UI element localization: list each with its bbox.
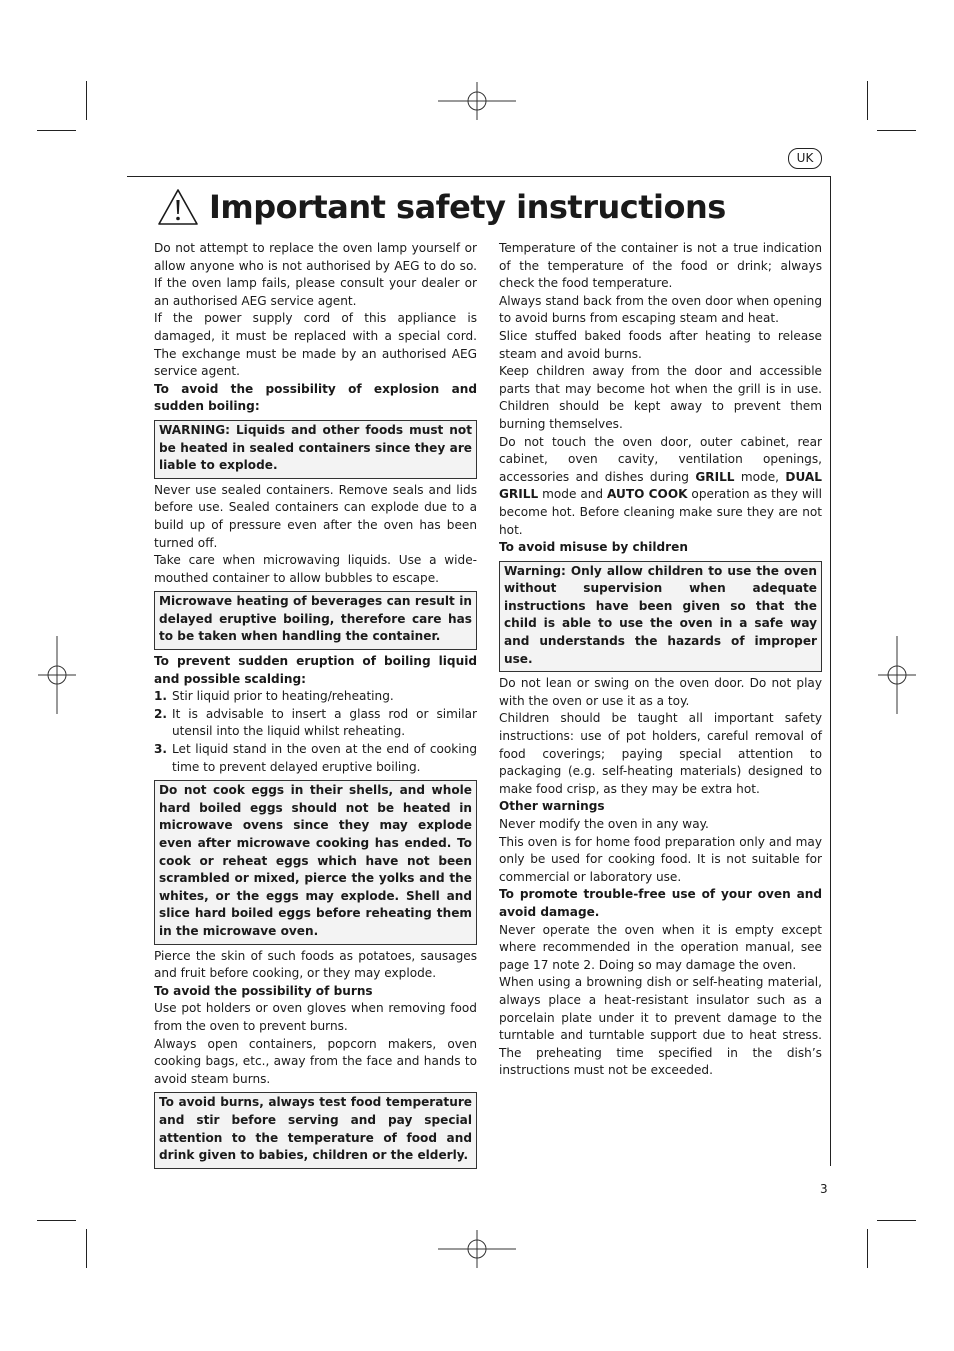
right-column: [499, 240, 822, 1080]
registration-mark-icon: [858, 636, 936, 714]
warning-box: WARNING: Liquids and other foods must not be heated in sealed containers since they are liable to explode.: [154, 420, 477, 479]
title-row: [157, 186, 726, 228]
paragraph: Temperature of the container is not a true indication of the temperature of the food or drink; always check the food temperature.: [499, 241, 822, 291]
crop-mark: [877, 1220, 916, 1221]
crop-mark: [86, 81, 87, 120]
language-badge: UK: [788, 148, 822, 169]
section-heading: To avoid misuse by children: [499, 540, 688, 555]
warning-box: Do not cook eggs in their shells, and whole hard boiled eggs should not be heated in microwave ovens since they may explode even after microwave cooking has ended. To cook or reheat eggs which have not been scrambled or mixed, pierce the yolks and the whites, or the eggs may explode. Shell and slice hard boiled eggs before reheating them in the microwave oven.: [154, 780, 477, 944]
paragraph: Pierce the skin of such foods as potatoes, sausages and fruit before cooking, or they may explode.: [154, 948, 477, 981]
paragraph: Do not attempt to replace the oven lamp yourself or allow anyone who is not authorised by AEG to do so. If the oven lamp fails, please consult your dealer or an authorised AEG service agent.: [154, 241, 477, 308]
text-run: Do not touch the oven door, outer cabinet, rear cabinet, oven cavity, ventilation openings, accessories and dishes during: [499, 434, 822, 484]
text-run: mode and: [538, 487, 608, 502]
list-item: [154, 706, 477, 741]
paragraph: Do not lean or swing on the oven door. Do not play with the oven or use it as a toy.: [499, 676, 822, 708]
section-heading: To prevent sudden eruption of boiling liquid and possible scalding:: [154, 654, 477, 686]
list-item: [154, 741, 477, 776]
numbered-list: [154, 688, 477, 776]
crop-mark: [867, 81, 868, 120]
list-text: Let liquid stand in the oven at the end of cooking time to prevent delayed eruptive boiling.: [172, 742, 477, 774]
paragraph: Never operate the oven when it is empty except where recommended in the operation manual, see page 17 note 2. Doing so may damage the oven.: [499, 922, 822, 972]
paragraph: Children should be taught all important safety instructions: use of pot holders, careful removal of food coverings; paying special attention to packaging (e.g. self-heating materials) designed to make food crisp, as they may be extra hot.: [499, 711, 822, 796]
paragraph: Take care when microwaving liquids. Use a wide-mouthed container to allow bubbles to escape.: [154, 553, 477, 585]
paragraph: This oven is for home food preparation only and may only be used for cooking food. It is not suitable for commercial or laboratory use.: [499, 834, 822, 884]
crop-mark: [37, 1220, 76, 1221]
paragraph: Never use sealed containers. Remove seals and lids before use. Sealed containers can explode due to a build up of pressure even after the oven has been turned off.: [154, 482, 477, 550]
crop-mark: [867, 1229, 868, 1268]
list-number: 3.: [154, 742, 168, 757]
mode-name: AUTO COOK: [607, 487, 688, 502]
warning-box: Microwave heating of beverages can result in delayed eruptive boiling, therefore care has to be taken when handling the container.: [154, 591, 477, 650]
crop-mark: [37, 130, 76, 131]
paragraph: Never modify the oven in any way.: [499, 817, 709, 831]
margin-rule: [830, 176, 831, 1166]
warning-box: To avoid burns, always test food temperature and stir before serving and pay special attention to the temperature of food and drink given to babies, children or the elderly.: [154, 1092, 477, 1168]
text-run: mode,: [734, 469, 786, 484]
header-rule: [127, 176, 831, 177]
section-heading: To avoid the possibility of burns: [154, 983, 373, 998]
registration-mark-icon: [18, 636, 96, 714]
page-number: 3: [820, 1182, 828, 1196]
paragraph: Always open containers, popcorn makers, oven cooking bags, etc., away from the face and hands to avoid steam burns.: [154, 1036, 477, 1086]
left-column: [154, 240, 477, 1172]
crop-mark: [877, 130, 916, 131]
paragraph: When using a browning dish or self-heating material, always place a heat-resistant insulator such as a porcelain plate under it to prevent damage to the turntable and turntable support due to heat stress. The preheating time specified in the dish’s instructions must not be exceeded.: [499, 975, 822, 1078]
paragraph: [499, 434, 822, 540]
paragraph: Keep children away from the door and accessible parts that may become hot when the grill is in use. Children should be kept away to prevent them burning themselves.: [499, 364, 822, 431]
section-heading: To promote trouble-free use of your oven and avoid damage.: [499, 887, 822, 919]
list-item: [154, 688, 477, 706]
paragraph: If the power supply cord of this appliance is damaged, it must be replaced with a special cord. The exchange must be made by an authorised AEG service agent.: [154, 311, 477, 379]
registration-mark-icon: [438, 1210, 516, 1288]
section-heading: Other warnings: [499, 799, 605, 814]
section-heading: To avoid the possibility of explosion and sudden boiling:: [154, 381, 477, 414]
list-text: Stir liquid prior to heating/reheating.: [172, 689, 394, 704]
crop-mark: [86, 1229, 87, 1268]
warning-box: Warning: Only allow children to use the oven without supervision when adequate instructions have been given so that the child is able to use the oven in a safe way and understands the hazards of improper use.: [499, 561, 822, 673]
paragraph: Slice stuffed baked foods after heating to release steam and avoid burns.: [499, 328, 822, 361]
text-run: operation as they will become hot. Before cleaning make sure they are not hot.: [499, 487, 822, 537]
registration-mark-icon: [438, 62, 516, 140]
warning-triangle-icon: [157, 188, 199, 226]
list-text: It is advisable to insert a glass rod or similar utensil into the liquid whilst reheating.: [172, 706, 477, 739]
list-number: 1.: [154, 689, 168, 704]
mode-name: GRILL: [695, 469, 735, 484]
paragraph: Use pot holders or oven gloves when removing food from the oven to prevent burns.: [154, 1001, 477, 1033]
mode-name: DUAL GRILL: [499, 469, 822, 502]
page-title: Important safety instructions: [209, 188, 726, 226]
paragraph: Always stand back from the oven door when opening to avoid burns from escaping steam and heat.: [499, 293, 822, 326]
list-number: 2.: [154, 706, 168, 721]
